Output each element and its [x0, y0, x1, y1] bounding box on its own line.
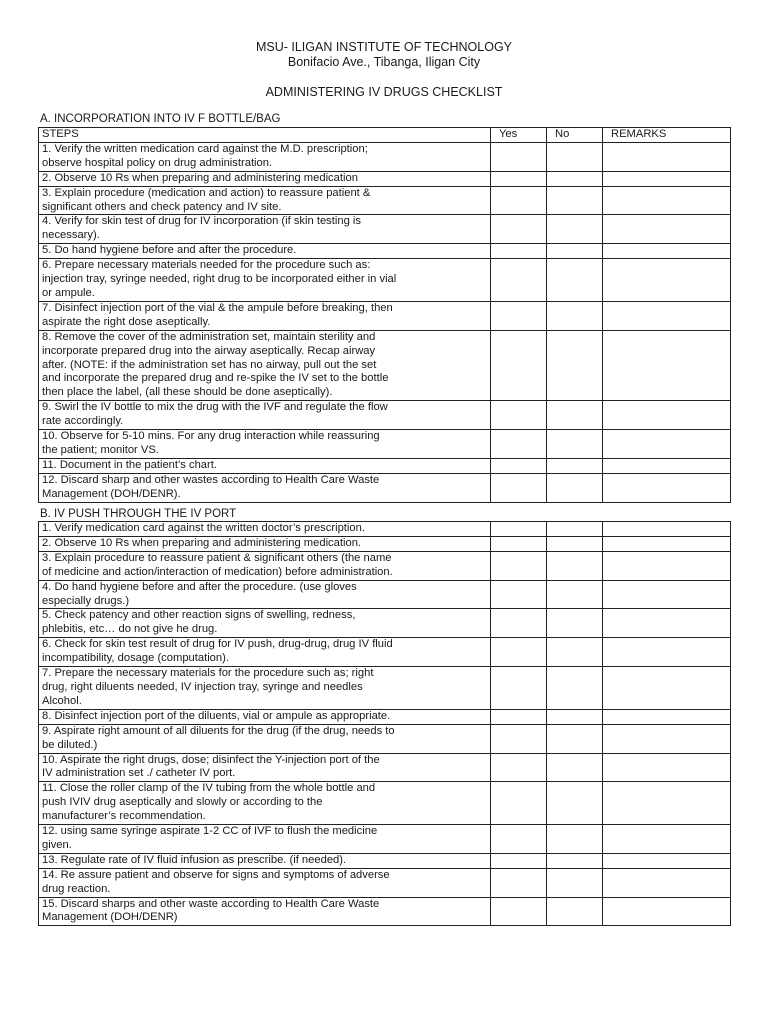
- step-text: 6. Prepare necessary materials needed for the procedure such as: injection tray, syringe needed, right drug to be incorporated either in vial or ampule.: [39, 259, 491, 302]
- yes-checkbox-cell[interactable]: [491, 301, 547, 330]
- section-b-rows: [39, 522, 731, 926]
- step-text: 4. Verify for skin test of drug for IV incorporation (if skin testing is necessary).: [39, 215, 491, 244]
- remarks-cell[interactable]: [603, 638, 731, 667]
- table-row: [39, 171, 731, 186]
- section-a-title: A. INCORPORATION INTO IV F BOTTLE/BAG: [40, 113, 281, 125]
- section-a-rows: [39, 142, 731, 502]
- step-text: 15. Discard sharps and other waste according to Health Care Waste Management (DOH/DENR): [39, 897, 491, 926]
- table-row: [39, 897, 731, 926]
- yes-checkbox-cell[interactable]: [491, 609, 547, 638]
- step-text: 8. Remove the cover of the administration set, maintain sterility and incorporate prepared drug into the airway aseptically. Recap airway after. (NOTE: if the administration set has no airway, pull out the set and incorporate the prepared drug and re-spike the IV set to the bottle then place the label, (all these should be done aseptically).: [39, 330, 491, 401]
- remarks-cell[interactable]: [603, 825, 731, 854]
- table-row: [39, 301, 731, 330]
- remarks-cell[interactable]: [603, 259, 731, 302]
- remarks-cell[interactable]: [603, 458, 731, 473]
- no-checkbox-cell[interactable]: [547, 853, 603, 868]
- table-row: [39, 186, 731, 215]
- no-checkbox-cell[interactable]: [547, 536, 603, 551]
- no-checkbox-cell[interactable]: [547, 825, 603, 854]
- step-text: 7. Prepare the necessary materials for the procedure such as; right drug, right diluents needed, IV injection tray, syringe and needles Alcohol.: [39, 667, 491, 710]
- yes-checkbox-cell[interactable]: [491, 458, 547, 473]
- table-row: [39, 215, 731, 244]
- table-row: [39, 522, 731, 537]
- table-row: [39, 330, 731, 401]
- yes-checkbox-cell[interactable]: [491, 724, 547, 753]
- section-b-title: B. IV PUSH THROUGH THE IV PORT: [40, 508, 237, 520]
- step-text: 3. Explain procedure to reassure patient & significant others (the name of medicine and action/interaction of medication) before administration.: [39, 551, 491, 580]
- yes-checkbox-cell[interactable]: [491, 330, 547, 401]
- no-checkbox-cell[interactable]: [547, 638, 603, 667]
- table-row: [39, 753, 731, 782]
- step-text: 11. Document in the patient’s chart.: [39, 458, 491, 473]
- yes-checkbox-cell[interactable]: [491, 853, 547, 868]
- table-row: [39, 709, 731, 724]
- table-row: [39, 825, 731, 854]
- yes-checkbox-cell[interactable]: [491, 142, 547, 171]
- yes-checkbox-cell[interactable]: [491, 473, 547, 502]
- step-text: 7. Disinfect injection port of the vial & the ampule before breaking, then aspirate the right dose aseptically.: [39, 301, 491, 330]
- no-checkbox-cell[interactable]: [547, 215, 603, 244]
- section-a-table: [38, 127, 731, 503]
- no-checkbox-cell[interactable]: [547, 522, 603, 537]
- remarks-cell[interactable]: [603, 186, 731, 215]
- no-checkbox-cell[interactable]: [547, 724, 603, 753]
- no-checkbox-cell[interactable]: [547, 186, 603, 215]
- remarks-cell[interactable]: [603, 244, 731, 259]
- yes-checkbox-cell[interactable]: [491, 551, 547, 580]
- step-text: 12. using same syringe aspirate 1-2 CC of IVF to flush the medicine given.: [39, 825, 491, 854]
- no-checkbox-cell[interactable]: [547, 458, 603, 473]
- remarks-cell[interactable]: [603, 142, 731, 171]
- table-row: [39, 430, 731, 459]
- table-row: [39, 580, 731, 609]
- step-text: 14. Re assure patient and observe for signs and symptoms of adverse drug reaction.: [39, 868, 491, 897]
- no-checkbox-cell[interactable]: [547, 753, 603, 782]
- yes-checkbox-cell[interactable]: [491, 244, 547, 259]
- no-checkbox-cell[interactable]: [547, 259, 603, 302]
- institution-address: Bonifacio Ave., Tibanga, Iligan City: [287, 55, 481, 69]
- remarks-cell[interactable]: [603, 301, 731, 330]
- table-row: [39, 868, 731, 897]
- table-header-row: [39, 128, 731, 143]
- step-text: 5. Do hand hygiene before and after the procedure.: [39, 244, 491, 259]
- table-row: [39, 853, 731, 868]
- no-checkbox-cell[interactable]: [547, 401, 603, 430]
- step-text: 8. Disinfect injection port of the diluents, vial or ampule as appropriate.: [39, 709, 491, 724]
- no-checkbox-cell[interactable]: [547, 301, 603, 330]
- remarks-cell[interactable]: [603, 868, 731, 897]
- remarks-cell[interactable]: [603, 580, 731, 609]
- table-row: [39, 142, 731, 171]
- step-text: 10. Aspirate the right drugs, dose; disinfect the Y-injection port of the IV administration set ./ catheter IV port.: [39, 753, 491, 782]
- no-checkbox-cell[interactable]: [547, 244, 603, 259]
- remarks-cell[interactable]: [603, 609, 731, 638]
- table-row: [39, 259, 731, 302]
- no-checkbox-cell[interactable]: [547, 473, 603, 502]
- step-text: 9. Swirl the IV bottle to mix the drug with the IVF and regulate the flow rate accordingly.: [39, 401, 491, 430]
- remarks-cell[interactable]: [603, 171, 731, 186]
- yes-checkbox-cell[interactable]: [491, 868, 547, 897]
- yes-checkbox-cell[interactable]: [491, 215, 547, 244]
- remarks-cell[interactable]: [603, 551, 731, 580]
- yes-checkbox-cell[interactable]: [491, 186, 547, 215]
- yes-column-header: Yes: [491, 128, 547, 143]
- step-text: 4. Do hand hygiene before and after the procedure. (use gloves especially drugs.): [39, 580, 491, 609]
- yes-checkbox-cell[interactable]: [491, 825, 547, 854]
- table-row: [39, 667, 731, 710]
- no-checkbox-cell[interactable]: [547, 709, 603, 724]
- no-checkbox-cell[interactable]: [547, 142, 603, 171]
- step-text: 13. Regulate rate of IV fluid infusion as prescribe. (if needed).: [39, 853, 491, 868]
- yes-checkbox-cell[interactable]: [491, 667, 547, 710]
- remarks-cell[interactable]: [603, 753, 731, 782]
- step-text: 10. Observe for 5-10 mins. For any drug interaction while reassuring the patient; monitor VS.: [39, 430, 491, 459]
- step-text: 12. Discard sharp and other wastes according to Health Care Waste Management (DOH/DENR).: [39, 473, 491, 502]
- yes-checkbox-cell[interactable]: [491, 782, 547, 825]
- no-checkbox-cell[interactable]: [547, 609, 603, 638]
- no-checkbox-cell[interactable]: [547, 580, 603, 609]
- table-row: [39, 401, 731, 430]
- remarks-cell[interactable]: [603, 401, 731, 430]
- no-checkbox-cell[interactable]: [547, 782, 603, 825]
- yes-checkbox-cell[interactable]: [491, 709, 547, 724]
- yes-checkbox-cell[interactable]: [491, 430, 547, 459]
- step-text: 1. Verify the written medication card against the M.D. prescription; observe hospital policy on drug administration.: [39, 142, 491, 171]
- remarks-column-header: REMARKS: [603, 128, 731, 143]
- no-checkbox-cell[interactable]: [547, 551, 603, 580]
- remarks-cell[interactable]: [603, 782, 731, 825]
- step-text: 11. Close the roller clamp of the IV tubing from the whole bottle and push IVIV drug aseptically and slowly or according to the manufacturer’s recommendation.: [39, 782, 491, 825]
- section-b-table: [38, 521, 731, 926]
- table-row: [39, 609, 731, 638]
- table-row: [39, 724, 731, 753]
- table-row: [39, 473, 731, 502]
- remarks-cell[interactable]: [603, 473, 731, 502]
- step-text: 2. Observe 10 Rs when preparing and administering medication.: [39, 536, 491, 551]
- table-row: [39, 458, 731, 473]
- yes-checkbox-cell[interactable]: [491, 171, 547, 186]
- no-checkbox-cell[interactable]: [547, 868, 603, 897]
- institution-name: MSU- ILIGAN INSTITUTE OF TECHNOLOGY: [255, 40, 513, 54]
- yes-checkbox-cell[interactable]: [491, 522, 547, 537]
- no-checkbox-cell[interactable]: [547, 430, 603, 459]
- remarks-cell[interactable]: [603, 330, 731, 401]
- remarks-cell[interactable]: [603, 522, 731, 537]
- step-text: 1. Verify medication card against the written doctor’s prescription.: [39, 522, 491, 537]
- step-text: 6. Check for skin test result of drug for IV push, drug-drug, drug IV fluid incompatibility, dosage (computation).: [39, 638, 491, 667]
- yes-checkbox-cell[interactable]: [491, 259, 547, 302]
- yes-checkbox-cell[interactable]: [491, 536, 547, 551]
- yes-checkbox-cell[interactable]: [491, 897, 547, 926]
- step-text: 3. Explain procedure (medication and action) to reassure patient & significant others and check patency and IV site.: [39, 186, 491, 215]
- remarks-cell[interactable]: [603, 853, 731, 868]
- yes-checkbox-cell[interactable]: [491, 580, 547, 609]
- no-checkbox-cell[interactable]: [547, 171, 603, 186]
- remarks-cell[interactable]: [603, 536, 731, 551]
- no-checkbox-cell[interactable]: [547, 897, 603, 926]
- remarks-cell[interactable]: [603, 667, 731, 710]
- no-checkbox-cell[interactable]: [547, 330, 603, 401]
- yes-checkbox-cell[interactable]: [491, 401, 547, 430]
- table-row: [39, 536, 731, 551]
- remarks-cell[interactable]: [603, 897, 731, 926]
- step-text: 9. Aspirate right amount of all diluents for the drug (if the drug, needs to be diluted.): [39, 724, 491, 753]
- remarks-cell[interactable]: [603, 709, 731, 724]
- document-title: ADMINISTERING IV DRUGS CHECKLIST: [265, 85, 503, 99]
- table-row: [39, 551, 731, 580]
- table-row: [39, 244, 731, 259]
- steps-column-header: STEPS: [39, 128, 491, 143]
- remarks-cell[interactable]: [603, 724, 731, 753]
- table-row: [39, 638, 731, 667]
- yes-checkbox-cell[interactable]: [491, 753, 547, 782]
- no-checkbox-cell[interactable]: [547, 667, 603, 710]
- step-text: 2. Observe 10 Rs when preparing and administering medication: [39, 171, 491, 186]
- no-column-header: No: [547, 128, 603, 143]
- remarks-cell[interactable]: [603, 430, 731, 459]
- table-row: [39, 782, 731, 825]
- yes-checkbox-cell[interactable]: [491, 638, 547, 667]
- remarks-cell[interactable]: [603, 215, 731, 244]
- step-text: 5. Check patency and other reaction signs of swelling, redness, phlebitis, etc… do not give he drug.: [39, 609, 491, 638]
